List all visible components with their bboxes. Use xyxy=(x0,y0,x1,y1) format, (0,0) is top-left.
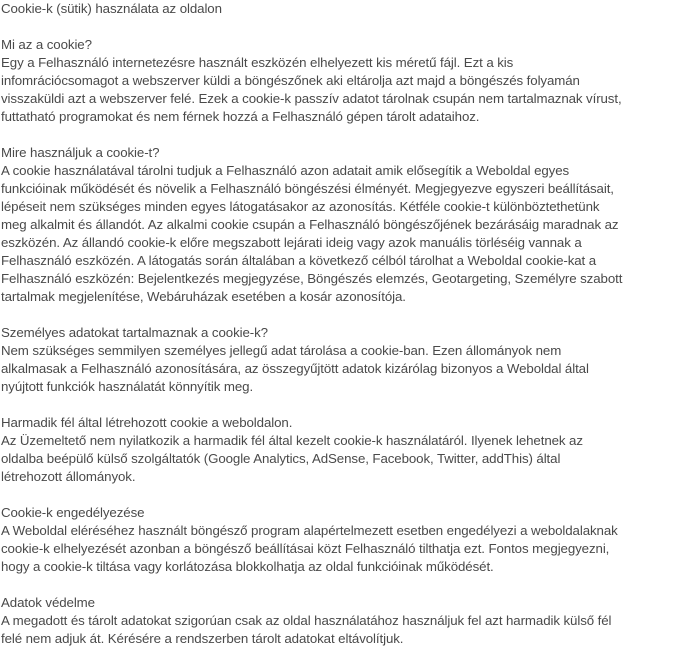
section-data-protection xyxy=(1,594,677,648)
section-heading: Mi az a cookie? xyxy=(1,37,92,52)
paragraph-line: Egy a Felhasználó internetezésre használt eszközén elhelyezett kis méretű fájl. Ezt a kis xyxy=(1,55,514,70)
paragraph-line: A Weboldal eléréséhez használt böngésző program alapértelmezett esetben engedélyezi a weboldalaknak xyxy=(1,523,618,538)
paragraph-line: visszaküldi azt a webszerver felé. Ezek a cookie-k passzív adatot tárolnak csupán nem tartalmaznak vírust, xyxy=(1,91,622,106)
section-heading: Mire használjuk a cookie-t? xyxy=(1,145,160,160)
paragraph-line: A megadott és tárolt adatokat szigorúan csak az oldal használatához használjuk fel azt harmadik külső fél xyxy=(1,613,612,628)
paragraph-line: eszközén. Az állandó cookie-k előre megszabott lejárati ideig vagy azok manuális törléséig vannak a xyxy=(1,235,582,250)
section-heading: Harmadik fél által létrehozott cookie a weboldalon. xyxy=(1,415,293,430)
paragraph-line: Nem szükséges semmilyen személyes jellegű adat tárolása a cookie-ban. Ezen állományok nem xyxy=(1,343,562,358)
paragraph-line: cookie-k elhelyezését azonban a böngésző beállításai közt Felhasználó tilthatja ezt. Fontos megjegyezni, xyxy=(1,541,610,556)
paragraph-line: Felhasználó eszközén. A látogatás során általában a következő célból tárolhat a Weboldal cookie-kat a xyxy=(1,253,597,268)
paragraph-line: infomrációcsomagot a webszerver küldi a böngészőnek aki eltárolja azt majd a böngészés folyamán xyxy=(1,73,580,88)
paragraph-line: alkalmasak a Felhasználó azonosítására, az összegyűjtött adatok kizárólag bizonyos a Weboldal által xyxy=(1,361,589,376)
paragraph-line: hogy a cookie-k tiltása vagy korlátozása blokkolhatja az oldal funkcióinak működését. xyxy=(1,559,494,574)
paragraph-line: létrehozott állományok. xyxy=(1,469,136,484)
paragraph-line: Az Üzemeltető nem nyilatkozik a harmadik fél által kezelt cookie-k használatáról. Ilyenek lehetnek az xyxy=(1,433,583,448)
section-heading: Személyes adatokat tartalmaznak a cookie-k? xyxy=(1,325,268,340)
paragraph-line: lépéseit nem szükséges minden egyes látogatásakor az azonosítás. Kétféle cookie-t különböztethetünk xyxy=(1,199,600,214)
section-enabling-cookies xyxy=(1,504,677,576)
section-third-party-cookies xyxy=(1,414,677,486)
section-cookie-usage xyxy=(1,144,677,306)
paragraph-line: oldalba beépülő külső szolgáltatók (Google Analytics, AdSense, Facebook, Twitter, addThis) által xyxy=(1,451,561,466)
paragraph-line: funkcióinak működését és növelik a Felhasználó böngészési élményét. Megjegyezve egyszeri beállításait, xyxy=(1,181,614,196)
page-title: Cookie-k (sütik) használata az oldalon xyxy=(1,1,222,16)
paragraph-line: meg alkalmit és állandót. Az alkalmi cookie csupán a Felhasználó böngészőjének bezárásáig maradnak az xyxy=(1,217,619,232)
paragraph-line: felé nem adjuk át. Kérésére a rendszerben tárolt adatokat eltávolítjuk. xyxy=(1,631,404,646)
paragraph-line: futtatható programokat és nem férnek hozzá a Felhasználó gépen tárolt adataihoz. xyxy=(1,109,480,124)
section-personal-data xyxy=(1,324,677,396)
paragraph-line: Felhasználó eszközén: Bejelentkezés megjegyzése, Böngészés elemzés, Geotargeting, Személyre szabott xyxy=(1,271,623,286)
paragraph-line: tartalmak megjelenítése, Webáruházak esetében a kosár azonosítója. xyxy=(1,289,406,304)
paragraph-line: nyújtott funkciók használatát könnyítik meg. xyxy=(1,379,254,394)
section-what-is-cookie xyxy=(1,36,677,126)
paragraph-line: A cookie használatával tárolni tudjuk a Felhasználó azon adatait amik elősegítik a Weboldal egyes xyxy=(1,163,570,178)
section-heading: Adatok védelme xyxy=(1,595,95,610)
section-heading: Cookie-k engedélyezése xyxy=(1,505,145,520)
